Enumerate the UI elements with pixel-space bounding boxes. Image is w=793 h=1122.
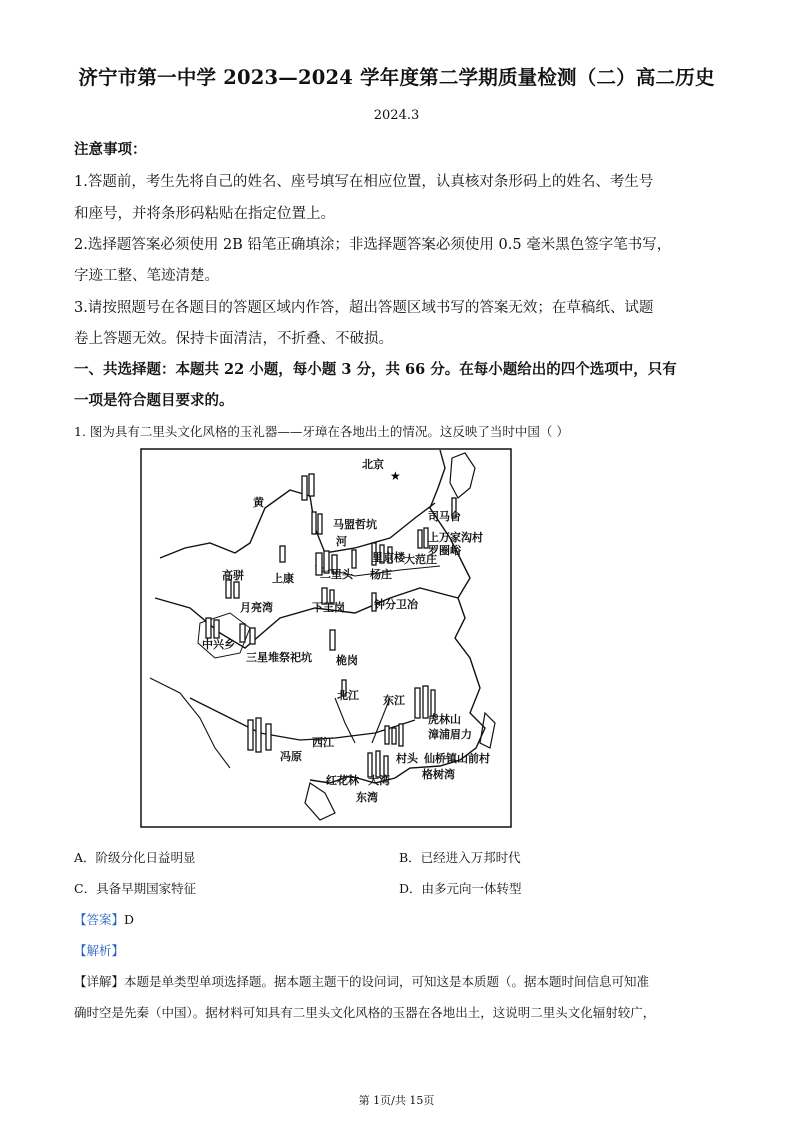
- map-label-lijingou: 里京楼: [372, 551, 405, 564]
- map-label-yueliangwan: 月亮湾: [240, 601, 273, 614]
- detail-line-1: [74, 972, 649, 990]
- exam-date: 2024.3: [373, 108, 420, 123]
- answer-line: [74, 910, 134, 928]
- map-label-dawan: 大湾: [368, 774, 390, 787]
- map-label-cuntou: 村头: [396, 752, 418, 765]
- section-heading-line-1: 一、共选择题：本题共 22 小题，每小题 3 分，共 66 分。在每小题给出的四个选项中，只有: [74, 361, 677, 378]
- notes-heading: 注意事项：: [74, 141, 147, 158]
- map-label-he: 河: [336, 535, 347, 548]
- yazhang-distribution-map: [140, 448, 512, 828]
- map-label-huogang: 桅岗: [336, 654, 358, 667]
- note-3-line-1: 3.请按照题号在各题目的答题区域内作答，超出答题区域书写的答案无效；在草稿纸、试题: [74, 300, 654, 316]
- map-label-xijiang: 西江: [312, 736, 334, 749]
- answer-tag: 【答案】: [74, 912, 125, 927]
- map-label-zhangpuhongli: 漳浦眉力: [428, 728, 472, 741]
- option-b[interactable]: B．已经进入万邦时代: [399, 850, 521, 865]
- option-a[interactable]: A．阶级分化日益明显: [74, 850, 196, 865]
- analysis-tag: 【解析】: [74, 943, 125, 958]
- answer-value: D: [124, 912, 135, 927]
- map-label-dafanzhuang: 大范庄: [404, 553, 437, 566]
- map-label-xianqiaozhen: 仙桥镇山前村: [424, 752, 490, 765]
- exam-title: 济宁市第一中学 2023—2024 学年度第二学期质量检测（二）高二历史: [78, 66, 715, 89]
- map-label-dongjiang: 东江: [383, 694, 405, 707]
- map-label-mamengzhekeng: 马盟哲坑: [333, 518, 377, 531]
- question-1-stem: 1. 图为具有二里头文化风格的玉礼器——牙璋在各地出土的情况。这反映了当时中国（ ）: [74, 424, 569, 439]
- map-label-hongyalin: 红花林: [326, 774, 359, 787]
- option-c[interactable]: C．具备早期国家特征: [74, 881, 197, 896]
- beijing-star-icon: ★: [390, 469, 401, 483]
- map-label-huang: 黄: [253, 496, 264, 509]
- note-2-line-1: 2.选择题答案必须使用 2B 铅笔正确填涂；非选择题答案必须使用 0.5 毫米黑色签字笔书写，: [74, 237, 672, 253]
- map-label-dongwan: 东湾: [356, 791, 378, 804]
- map-label-shangwanjiagoucun: 上万家沟村: [428, 531, 483, 544]
- option-d[interactable]: D．由多元向一体转型: [399, 881, 522, 896]
- map-label-beijing: 北京: [362, 458, 384, 471]
- note-2-line-2: 字迹工整、笔迹清楚。: [74, 268, 219, 284]
- map-label-gaopian: 高骈: [222, 569, 244, 582]
- note-3-line-2: 卷上答题无效。保持卡面清洁，不折叠、不破损。: [74, 331, 393, 347]
- page-footer: 第 1页/共 15页: [358, 1094, 435, 1107]
- map-label-xiawanggang: 下王岗: [312, 601, 345, 614]
- map-label-fengyuan: 冯原: [280, 750, 302, 763]
- note-1-line-1: 1.答题前，考生先将自己的姓名、座号填写在相应位置，认真核对条形码上的姓名、考生号: [74, 174, 654, 190]
- map-label-geshuwan: 格树湾: [422, 768, 455, 781]
- map-label-yangzhuang: 杨庄: [370, 568, 392, 581]
- map-label-zhongxingxiang: 中兴乡: [202, 638, 235, 651]
- detail-text-1: 本题是单类型单项选择题。据本题主题干的设问词，可知这是本质题（。据本题时间信息可知准: [124, 974, 650, 989]
- note-1-line-2: 和座号，并将条形码粘贴在指定位置上。: [74, 206, 335, 222]
- detail-line-2: 确时空是先秦（中国）。据材料可知具有二里头文化风格的玉器在各地出土，这说明二里头文化辐射较广，: [74, 1005, 656, 1020]
- map-label-luoquanyu: 罗圈峪: [428, 544, 461, 557]
- map-label-erlitou: 二里头: [320, 568, 353, 581]
- map-label-beijiang: 北江: [337, 689, 359, 702]
- map-label-hulinshan: 虎林山: [428, 713, 461, 726]
- map-label-sanxingdui: 三星堆祭祀坑: [246, 651, 312, 664]
- section-heading-line-2: 一项是符合题目要求的。: [74, 392, 234, 409]
- detail-tag: 【详解】: [74, 974, 125, 989]
- map-label-shangkang: 上康: [272, 572, 294, 585]
- map-label-simazhe: 司马台: [428, 510, 461, 523]
- map-label-zhongxiangwei: 钟分卫冶: [374, 598, 418, 611]
